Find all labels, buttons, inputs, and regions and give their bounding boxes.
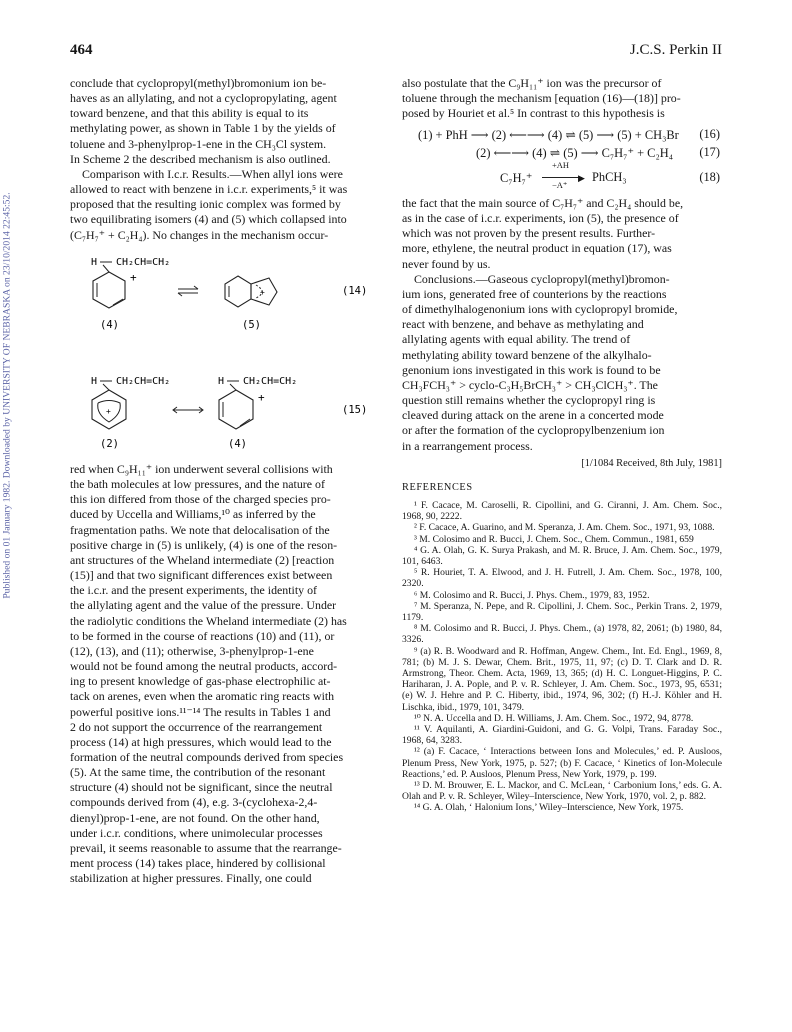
text-line: this ion differed from those of the charged species pro- [70, 492, 331, 507]
text-line: toward benzene, and that this ability is equal to its [70, 106, 309, 121]
text-line: CH₃FCH₃⁺ > cyclo-C₃H₅BrCH₃⁺ > CH₃ClCH₃⁺. The [402, 377, 658, 392]
text-line: stabilization at higher pressures. Finally, one could [70, 871, 312, 886]
text-line: more, ethylene, the neutral product in equation (17), was [402, 241, 672, 256]
text-line: genonium ions investigated in this work is found to be [402, 362, 661, 377]
reference-item: ¹ F. Cacace, M. Caroselli, R. Cipollini, and G. Ciranni, J. Am. Chem. Soc., 1968, 90, 2222. [402, 500, 722, 523]
text-line: the radiolytic conditions the Wheland intermediate (2) has [70, 613, 347, 628]
text-line: two equilibrating isomers (4) and (5) which collapsed into [70, 212, 347, 227]
right-column-top [402, 76, 722, 121]
reference-item: ¹⁴ G. A. Olah, ‘ Halonium Ions,’ Wiley–Interscience, New York, 1975. [414, 802, 684, 814]
equation-17: (2) ⟵⟶ (4) ⇌ (5) ⟶ C₇H₇⁺ + C₂H₄ [476, 146, 674, 160]
text-line: tack on arenes, even when the aromatic ring reacts with [70, 689, 335, 704]
download-sidebar [2, 190, 16, 610]
text-line: allowed to react with benzene in i.c.r. experiments,⁵ it was [70, 182, 348, 197]
eq18-arrowhead: ▶ [578, 173, 585, 183]
text-line: conclude that cyclopropyl(methyl)bromonium ion be- [70, 76, 327, 90]
equation-18 [500, 160, 640, 194]
equation-17-number: (17) [699, 145, 720, 159]
eq18-arrow [542, 177, 582, 178]
text-line: methylating power, as shown in Table 1 by the yields of [70, 121, 336, 136]
reference-item: ⁸ M. Colosimo and R. Bucci, J. Phys. Chem., (a) 1978, 82, 2061; (b) 1980, 84, 3326. [402, 623, 722, 646]
eq-15-label: (15) [342, 404, 368, 416]
h-label: H [91, 376, 98, 387]
text-line: process (14) at high pressures, which would lead to the [70, 734, 332, 749]
eq18-product: PhCH₃ [592, 170, 627, 184]
text-line: would not be found among the neutral products, accord- [70, 659, 338, 674]
text-line: allylating agents with equal ability. The trend of [402, 332, 631, 347]
text-line: ant structures of the Wheland intermediate (2) [reaction [70, 552, 335, 567]
label-4: (4) [228, 438, 247, 450]
text-line: as in the case of i.c.r. experiments, ion (5), the presence of [402, 211, 679, 226]
label-2: (2) [100, 438, 119, 450]
text-line: Comparison with I.c.r. Results.—When allyl ions were [82, 166, 343, 181]
reference-item: ⁹ (a) R. B. Woodward and R. Hoffman, Angew. Chem., Int. Ed. Engl., 1969, 8, 781; (b) M. J. S. Dewar, Chem. Brit., 1975, 11, 97; (c) D. T. Clark and D. R. Armstrong, Theor. Chem. Acta, 1969, 13, 365; (d) H. C. Longuet-Higgins, P. C. Hariharan, J. A. Pople, and P. v. R. Schleyer, J. Am. Chem. Soc., 1973, 95, 6531; (e) W. J. Hehre and P. C. Hiberty, ibid., 1974, 96, 302; (f) H.-J. Köhler and H. Lischka, ibid., 1979, 101, 3479. [402, 645, 722, 713]
resonance-arrow-15 [173, 407, 203, 413]
text-line: (C₇H₇⁺ + C₂H₄). No changes in the mechanism occur- [70, 227, 329, 242]
substituent-label: CH₂CH=CH₂ [243, 376, 298, 387]
text-line: (12), (13), and (11); otherwise, 3-phenylprop-1-ene [70, 643, 314, 658]
plus-charge: + [130, 271, 137, 284]
equation-18-number: (18) [699, 170, 720, 184]
reference-item: ⁵ R. Houriet, T. A. Elwood, and J. H. Futrell, J. Am. Chem. Soc., 1978, 100, 2320. [402, 567, 722, 590]
text-line: red when C₉H₁₁⁺ ion underwent several collisions with [70, 462, 333, 476]
eq18-above: +AH [552, 160, 570, 170]
text-line: In Scheme 2 the described mechanism is also outlined. [70, 151, 331, 166]
text-line: toluene and 3-phenylprop-1-ene in the CH₃Cl system. [70, 136, 327, 151]
text-line: compounds derived from (4), e.g. 3-(cyclohexa-2,4- [70, 795, 318, 810]
reference-item: ⁴ G. A. Olah, G. K. Surya Prakash, and M. R. Bruce, J. Am. Chem. Soc., 1979, 101, 6463. [402, 544, 722, 568]
substituent-label: CH₂CH=CH₂ [116, 376, 171, 387]
text-line: in a rearrangement process. [402, 438, 533, 453]
eq-14-label: (14) [342, 285, 368, 297]
reference-item: ³ M. Colosimo and R. Bucci, J. Chem. Soc., Chem. Commun., 1981, 659 [414, 533, 694, 545]
received-note: [1/1084 Received, 8th July, 1981] [581, 458, 722, 469]
text-line: posed by Houriet et al.⁵ In contrast to this hypothesis is [402, 106, 665, 121]
reference-item: ¹¹ V. Aquilanti, A. Giardini-Guidoni, and G. G. Volpi, Trans. Faraday Soc., 1968, 64, 3283. [402, 724, 722, 747]
text-line: duced by Uccella and Williams,¹⁰ as inferred by the [70, 507, 316, 522]
text-line: formation of the neutral compounds derived from species [70, 749, 344, 764]
text-line: (5). At the same time, the contribution of the resonant [70, 765, 326, 780]
text-line: structure (4) should not be significant, since the neutral [70, 780, 333, 795]
text-line: dienyl)prop-1-ene, are not found. On the other hand, [70, 810, 320, 825]
text-line: react with benzene, and behave as methylating and [402, 317, 644, 332]
text-line: proposed that the resulting ionic complex was formed by [70, 197, 341, 212]
structure-4-top [91, 257, 170, 308]
label-4: (4) [100, 319, 119, 331]
text-line: positive charge in (5) is unlikely, (4) is one of the reson- [70, 537, 338, 552]
references-heading: REFERENCES [402, 482, 473, 493]
label-5: (5) [242, 319, 261, 331]
reference-item: ² F. Cacace, A. Guarino, and M. Speranza, J. Am. Chem. Soc., 1971, 93, 1088. [414, 522, 715, 534]
h-label: H [218, 376, 225, 387]
equilibrium-arrow-14 [178, 286, 198, 296]
text-line: the fact that the main source of C₇H₇⁺ and C₂H₄ should be, [402, 196, 684, 210]
eq18-below: −A⁺ [552, 180, 568, 190]
text-line: question still remains whether the cyclopropyl ring is [402, 393, 656, 408]
text-line: ing to present knowledge of gas-phase electrophilic at- [70, 674, 331, 689]
text-line: which was not proven by the present results. Further- [402, 226, 656, 241]
text-line: Conclusions.—Gaseous cyclopropyl(methyl)bromon- [414, 271, 670, 286]
reference-item: ¹⁰ N. A. Uccella and D. H. Williams, J. Am. Chem. Soc., 1972, 94, 8778. [414, 712, 694, 724]
reference-item: ⁶ M. Colosimo and R. Bucci, J. Phys. Chem., 1979, 83, 1952. [414, 589, 650, 601]
structure-5 [225, 276, 277, 307]
h-label: H [91, 257, 98, 268]
text-line: (15)] and that two significant differences exist between [70, 568, 333, 583]
text-line: 2 do not support the occurrence of the rearrangement [70, 719, 323, 734]
text-line: ium ions, generated free of counterions by the reactions [402, 286, 667, 301]
text-line: never found by us. [402, 256, 491, 271]
text-line: powerful positive ions.¹¹⁻¹⁴ The results in Tables 1 and [70, 704, 331, 719]
text-line: ment process (14) takes place, hindered by collisional [70, 856, 326, 871]
reference-item: ¹³ D. M. Brouwer, E. L. Mackor, and C. McLean, ‘ Carbonium Ions,’ eds. G. A. Olah and P. v. R. Schleyer, Wiley–Interscience, New York, 1970, vol. 2, p. 882. [402, 780, 722, 803]
page-number: 464 [70, 42, 93, 58]
right-column-middle [402, 196, 722, 454]
text-line: toluene through the mechanism [equation (16)—(18)] pro- [402, 91, 681, 106]
reference-item: ⁷ M. Speranza, N. Pepe, and R. Cipollini, J. Chem. Soc., Perkin Trans. 2, 1979, 1179. [402, 600, 722, 624]
equation-16-number: (16) [699, 127, 720, 141]
plus-charge: + [106, 407, 111, 416]
plus-charge: + [258, 391, 265, 404]
text-line: cleaved during attack on the arene in a concerted mode [402, 408, 664, 423]
text-line: fragmentation paths. We note that delocalisation of the [70, 522, 330, 537]
text-line: the allylating agent and the value of the pressure. Under [70, 598, 337, 613]
text-line: prevail, it seems reasonable to assume that the rearrange- [70, 840, 342, 855]
text-line: the i.c.r. and the present experiments, the identity of [70, 583, 317, 598]
text-line: under i.c.r. conditions, where unimolecular processes [70, 825, 323, 840]
text-line: to be formed in the course of reactions (10) and (11), or [70, 628, 335, 643]
reference-item: ¹² (a) F. Cacace, ‘ Interactions between Ions and Molecules,’ ed. P. Ausloos, Plenum Press, New York, 1975, p. 527; (b) F. Cacace, ‘ Kinetics of Ion-Molecule Reactions,’ ed. P. Ausloos, Plenum Press, New York, 1979, p. 199. [402, 746, 722, 780]
text-line: of dimethylhalogenonium ions with cyclopropyl bromide, [402, 302, 678, 317]
structure-2 [91, 376, 170, 429]
substituent-label: CH₂CH=CH₂ [116, 257, 171, 268]
text-line: the bath molecules at low pressures, and the nature of [70, 477, 325, 492]
references-list [402, 500, 722, 814]
text-line: haves as an allylating, and not a cyclopropylating, agent [70, 91, 337, 106]
eq18-reactant: C₇H₇⁺ [500, 171, 533, 185]
plus-charge: + [260, 288, 265, 297]
structure-4-bottom [218, 376, 297, 429]
journal-name: J.C.S. Perkin II [629, 42, 722, 58]
text-line: also postulate that the C₉H₁₁⁺ ion was the precursor of [402, 76, 662, 90]
reaction-scheme [70, 248, 400, 468]
download-notice: Published on 01 January 1982. Downloaded by UNIVERSITY OF NEBRASKA on 23/10/2014 22:45:52. [1, 192, 13, 599]
left-column-top [70, 76, 392, 243]
equation-16: (1) + PhH ⟶ (2) ⟵⟶ (4) ⇌ (5) ⟶ (5) + CH₃Br [418, 128, 679, 142]
left-column-bottom [70, 462, 392, 886]
text-line: or after the formation of the cyclopropylbenzenium ion [402, 423, 665, 438]
text-line: methylating ability toward benzene of the alkylhalo- [402, 347, 652, 362]
